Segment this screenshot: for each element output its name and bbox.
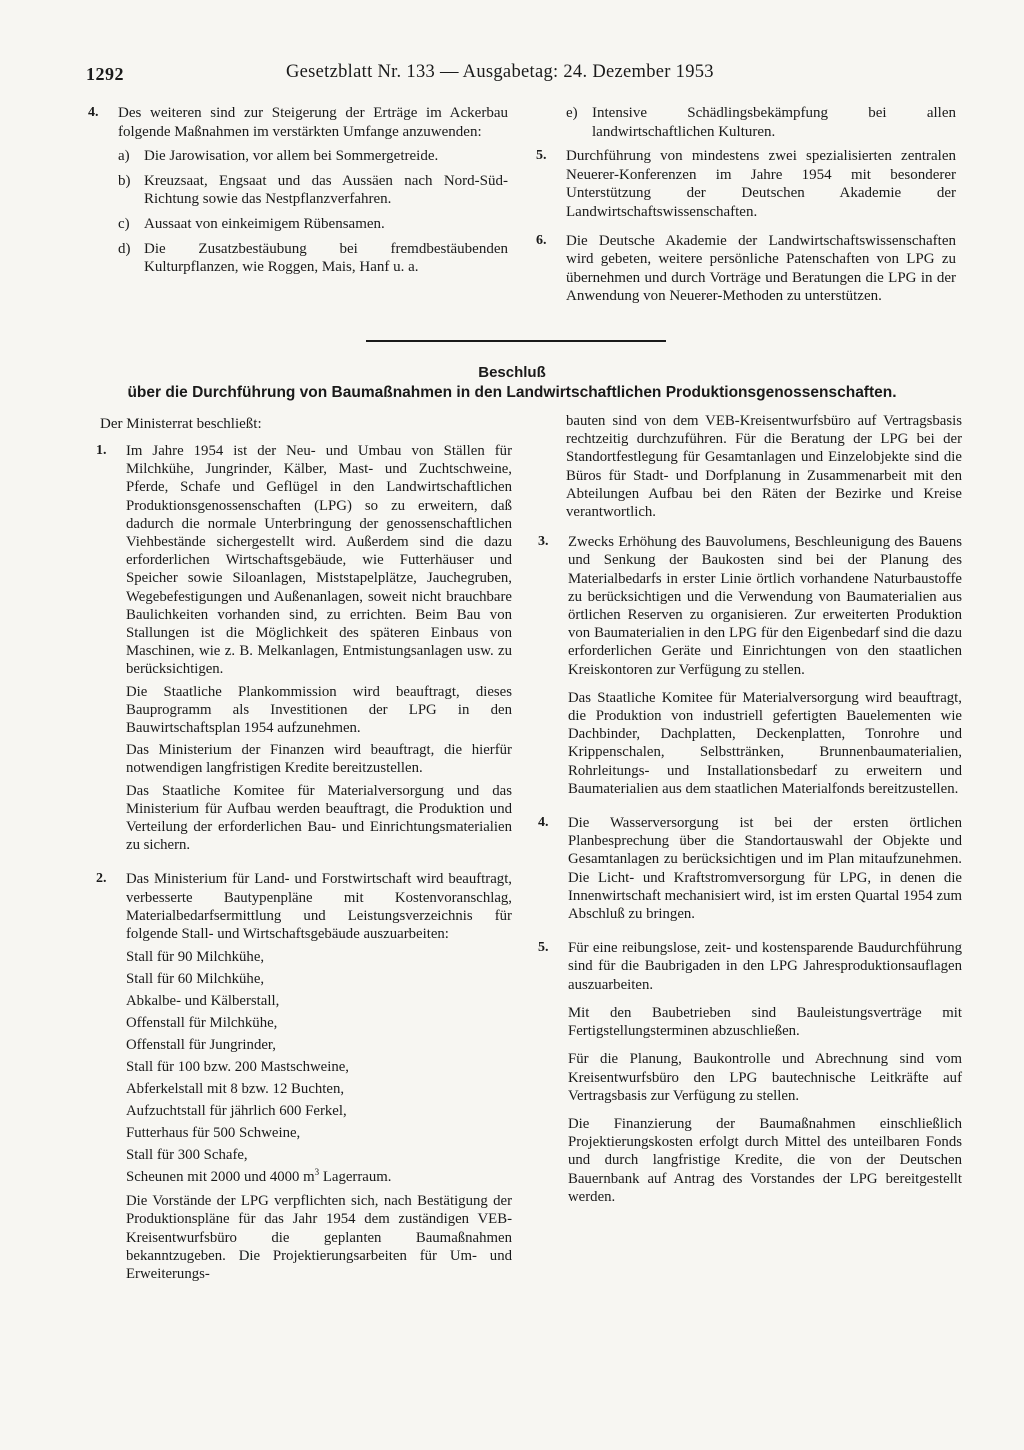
list-entry: Offenstall für Jungrinder, bbox=[126, 1037, 276, 1054]
item-text: Des weiteren sind zur Steigerung der Erträge im Ackerbau folgende Maßnahmen im verstärkten Umfange anzuwenden: bbox=[118, 105, 508, 140]
item-text: Im Jahre 1954 ist der Neu- und Umbau von Ställen für Milchkühe, Jungrinder, Kälber, Mast- und Zuchtschweine, Pferde, Schafe und Geflügel in den Landwirtschaftlichen Produktionsgenossenschaften (LPG) so zu erweitern, daß dadurch die normale Unterbringung der genossenschaftlichen Viehbestände sichergestellt wird. Außerdem sind die dazu erforderlichen Wirtschaftsgebäude, wie Futterhäuser und Speicher sowie Siloanlagen, Miststapelplätze, Jauchegruben, Wegebefestigungen und Außenanlagen, soweit nicht brauchbare Baulichkeiten vorhanden sind, zu errichten. Beim Bau von Stallungen ist die Möglichkeit des späteren Einbaus von Maschinen, wie z. B. Melkanlagen, Entmistungsanlagen usw. zu berücksichtigen. bbox=[126, 443, 512, 678]
list-entry: Aufzuchtstall für jährlich 600 Ferkel, bbox=[126, 1103, 347, 1120]
top-left-column bbox=[88, 104, 508, 287]
sub-label: c) bbox=[118, 215, 130, 232]
sub-text: Aussaat von einkeimigem Rübensamen. bbox=[144, 215, 385, 232]
item-number: 6. bbox=[536, 232, 547, 248]
item-text: Durchführung von mindestens zwei spezialisierten zentralen Neuerer-Konferenzen im Jahre 1954 mit besonderer Unterstützung der Deutschen Akademie der Landwirtschaftswissenschaften. bbox=[566, 148, 956, 220]
item-number: 1. bbox=[96, 443, 107, 458]
sub-item bbox=[118, 147, 508, 166]
item-number: 5. bbox=[538, 940, 549, 956]
item-number: 3. bbox=[538, 534, 549, 550]
building-list bbox=[126, 946, 512, 1188]
page-number: 1292 bbox=[86, 64, 124, 84]
list-entry: Offenstall für Milchkühe, bbox=[126, 1015, 278, 1032]
list-item bbox=[96, 442, 512, 854]
item-paragraph: Das Staatliche Komitee für Materialversorgung und das Ministerium für Aufbau werden beauftragt, die Produktion und Verteilung der erforderlichen Bau- und Einrichtungsmaterialien zu sichern. bbox=[126, 782, 512, 854]
item-number: 4. bbox=[538, 815, 549, 831]
item-number: 5. bbox=[536, 148, 547, 164]
item-paragraph: Die Staatliche Plankommission wird beauftragt, dieses Bauprogramm als Investitionen der LPG in den Bauwirtschaftsplan 1954 aufzunehmen. bbox=[126, 683, 512, 737]
list-item bbox=[536, 147, 956, 221]
section-subtitle: über die Durchführung von Baumaßnahmen in den Landwirtschaftlichen Produktionsgenossenschaften. bbox=[127, 384, 897, 401]
list-entry: Stall für 60 Milchkühe, bbox=[126, 971, 265, 988]
list-item bbox=[88, 104, 508, 277]
list-entry: Abferkelstall mit 8 bzw. 12 Buchten, bbox=[126, 1081, 345, 1098]
sub-label: e) bbox=[566, 105, 578, 121]
sub-text: Die Jarowisation, vor allem bei Sommergetreide. bbox=[144, 148, 439, 165]
section-divider bbox=[366, 340, 666, 342]
list-item bbox=[96, 870, 512, 1283]
list-item bbox=[538, 939, 962, 1206]
item-number: 4. bbox=[88, 105, 99, 120]
list-item bbox=[538, 814, 962, 923]
sub-label: a) bbox=[118, 148, 130, 165]
sub-item bbox=[566, 104, 956, 141]
item-text: Das Ministerium für Land- und Forstwirtschaft wird beauftragt, verbesserte Bautypenpläne mit Kostenvoranschlag, Materialbedarfsermittlung und Leistungsverzeichnis für folgende Stall- und Wirtschaftsgebäude auszuarbeiten: bbox=[126, 871, 512, 943]
superscript: 3 bbox=[314, 1167, 320, 1178]
list-entry: Futterhaus für 500 Schweine, bbox=[126, 1125, 301, 1142]
list-entry-text: Lagerraum. bbox=[319, 1169, 392, 1186]
sub-text: Die Zusatzbestäubung bei fremdbestäubenden Kulturpflanzen, wie Roggen, Mais, Hanf u. a. bbox=[144, 240, 508, 276]
top-right-column bbox=[536, 104, 956, 316]
item-paragraph: Für die Planung, Baukontrolle und Abrechnung sind vom Kreisentwurfsbüro den LPG bautechnische Leitkräfte auf Vertragsbasis zur Verfügung zu stellen. bbox=[568, 1051, 962, 1104]
sub-label: b) bbox=[118, 172, 131, 189]
item-paragraph: Mit den Baubetrieben sind Bauleistungsverträge mit Fertigstellungsterminen abzuschließen. bbox=[568, 1004, 962, 1040]
item-text: Die Deutsche Akademie der Landwirtschaftswissenschaften wird gebeten, weitere persönliche Patenschaften von LPG zu übernehmen und durch Vorträge und Beratungen die LPG in der Anwendung von Neuerer-Methoden zu unterstützen. bbox=[566, 232, 956, 305]
list-entry: Abkalbe- und Kälberstall, bbox=[126, 993, 280, 1010]
sub-label: d) bbox=[118, 240, 131, 257]
list-entry-text: Scheunen mit 2000 und 4000 m bbox=[126, 1169, 315, 1186]
list-entry: Stall für 300 Schafe, bbox=[126, 1147, 248, 1164]
section-title: Beschluß bbox=[478, 364, 546, 381]
item-text: Die Wasserversorgung ist bei der ersten örtlichen Planbesprechung über die Standortauswahl der Objekte und Gesamtanlagen zu berücksichtigen und im Plan mitaufzunehmen. Die Licht- und Kraftstromversorgung für LPG, in denen die Innenwirtschaft mechanisiert wird, ist im ersten Quartal 1954 zum Abschluß zu bringen. bbox=[568, 815, 962, 923]
list-item bbox=[538, 533, 962, 798]
item-paragraph: Die Finanzierung der Baumaßnahmen einschließlich Projektierungskosten erfolgt durch Mittel des unteilbaren Fonds und durch langfristige Kredite, die von der Deutschen Bauernbank auf Antrag des Vorstandes der LPG bereitgestellt werden. bbox=[568, 1115, 962, 1205]
continued-paragraph: bauten sind von dem VEB-Kreisentwurfsbüro auf Vertragsbasis rechtzeitig durchzuführen. Für die Beratung der LPG bei der Standortfestlegung für Gesamtanlagen und Einzelobjekte sind die Büros für Stadt- und Dorfplanung in Zusammenarbeit mit den Abteilungen Aufbau bei den Räten der Bezirke und Kreise verantwortlich. bbox=[566, 413, 962, 521]
list-entry: Stall für 100 bzw. 200 Mastschweine, bbox=[126, 1059, 350, 1076]
list-entry: Stall für 90 Milchkühe, bbox=[126, 949, 265, 966]
item-paragraph: Das Ministerium der Finanzen wird beauftragt, die hierfür notwendigen langfristigen Kredite bereitzustellen. bbox=[126, 742, 512, 777]
left-column bbox=[96, 442, 512, 1293]
sub-text: Intensive Schädlingsbekämpfung bei allen landwirtschaftlichen Kulturen. bbox=[592, 105, 956, 140]
running-header: Gesetzblatt Nr. 133 — Ausgabetag: 24. Dezember 1953 bbox=[286, 62, 714, 82]
sub-text: Kreuzsaat, Engsaat und das Aussäen nach Nord-Süd-Richtung sowie das Nestpflanzverfahren. bbox=[144, 172, 508, 208]
item-number: 2. bbox=[96, 871, 107, 887]
item-paragraph: Die Vorstände der LPG verpflichten sich, nach Bestätigung der Produktionspläne für das Jahr 1954 dem zuständigen VEB-Kreisentwurfsbüro die geplanten Baumaßnahmen bekanntzugeben. Die Projektierungsarbeiten für Um- und Erweiterungs- bbox=[126, 1193, 512, 1283]
item-text: Zwecks Erhöhung des Bauvolumens, Beschleunigung des Bauens und Senkung der Baukosten sind bei der Planung des Materialbedarfs in erster Linie örtlich vorhandene Naturbaustoffe zu berücksichtigen und die Verwendung von Baumaterialien aus örtlichen Reserven zu organisieren. Zur erweiterten Produktion von Baumaterialien in den LPG für den Eigenbedarf sind die dazu erforderlichen Geräte und Einrichtungen von den staatlichen Kreiskontoren zur Verfügung zu stellen. bbox=[568, 534, 962, 678]
sub-item bbox=[118, 215, 508, 234]
sub-item bbox=[118, 240, 508, 277]
section-intro: Der Ministerrat beschließt: bbox=[100, 416, 262, 432]
sub-item bbox=[118, 172, 508, 209]
list-item bbox=[536, 232, 956, 306]
item-paragraph: Das Staatliche Komitee für Materialversorgung wird beauftragt, die Produktion von industriell gefertigten Bauelementen wie Dachbinder, Dachplatten, Deckenplatten, Tonrohre und Krippenschalen, Selbsttränken, Brunnenbaumaterialien, Rohrleitungs- und Installationsbedarf zu erweitern und Baumaterialien aus dem staatlichen Materialfonds bereitzustellen. bbox=[568, 689, 962, 797]
right-column bbox=[538, 412, 962, 1216]
list-entry bbox=[126, 1166, 512, 1188]
item-text: Für eine reibungslose, zeit- und kostensparende Baudurchführung sind für die Baubrigaden in den LPG Jahresproduktionsauflagen auszuarbeiten. bbox=[568, 940, 962, 993]
